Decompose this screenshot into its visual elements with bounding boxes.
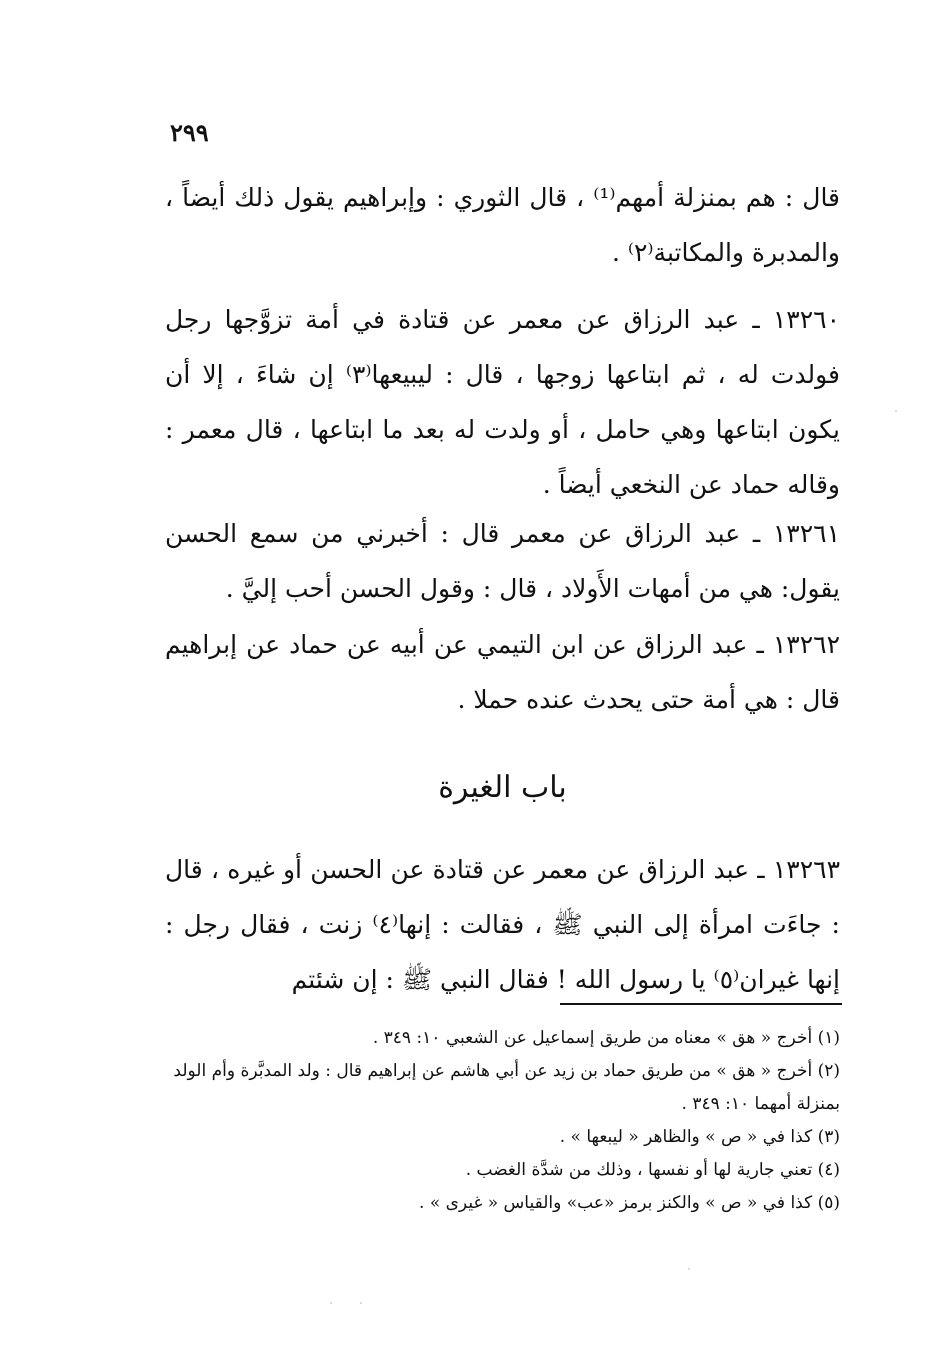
- hadith-13260: ١٣٢٦٠ ـ عبد الرزاق عن معمر عن قتادة في أمة تزوَّجها رجل فولدت له ، ثم ابتاعها زوجها ، قال : ليبيعها⁽٣⁾ إن شاءَ ، إلا أن يكون ابتاعها وهي حامل ، أو ولدت له بعد ما ابتاعها ، قال معمر : وقاله حماد عن النخعي أيضاً .: [165, 305, 840, 499]
- footnote-1: (١) أخرج « هق » معناه من طريق إسماعيل عن الشعبي ١٠: ٣٤٩ .: [372, 1028, 840, 1048]
- page-number: ٢٩٩: [170, 118, 209, 147]
- footnotes: [165, 1022, 840, 1220]
- scan-speck: [330, 1302, 332, 1304]
- paragraph-intro: قال : هم بمنزلة أمهم⁽¹⁾ ، قال الثوري : وإبراهيم يقول ذلك أيضاً ، والمدبرة والمكاتبة⁽٢⁾ .: [165, 183, 841, 267]
- hadith-13263: ١٣٢٦٣ ـ عبد الرزاق عن معمر عن قتادة عن الحسن أو غيره ، قال : جاءَت امرأة إلى النبي ﷺ ، فقالت : إنها⁽٤⁾ زنت ، فقال رجل : إنها غيران⁽٥⁾ يا رسول الله ! فقال النبي ﷺ : إن شئتم: [165, 855, 840, 994]
- scan-speck: [895, 410, 897, 412]
- footnote-5: (٥) كذا في « ص » والكنز برمز «عب» والقياس « غيرى » .: [419, 1193, 840, 1213]
- footnote-4: (٤) تعني جارية لها أو نفسها ، وذلك من شدَّة الغضب .: [465, 1160, 840, 1180]
- scan-speck: [688, 1268, 690, 1270]
- hadith-13262: ١٣٢٦٢ ـ عبد الرزاق عن ابن التيمي عن أبيه عن حماد عن إبراهيم قال : هي أمة حتى يحدث عنده حملا .: [165, 630, 840, 714]
- footnote-rule: [560, 1003, 842, 1005]
- footnote-3: (٣) كذا في « ص » والظاهر « ليبعها » .: [559, 1127, 840, 1147]
- chapter-heading: باب الغيرة: [438, 770, 567, 805]
- footnote-2: (٢) أخرج « هق » من طريق حماد بن زيد عن أبي هاشم عن إبراهيم قال : ولد المدبَّرة وأم الولد بمنزلة أمهما ١٠: ٣٤٩ .: [173, 1061, 840, 1114]
- hadith-13261: ١٣٢٦١ ـ عبد الرزاق عن معمر قال : أخبرني من سمع الحسن يقول: هي من أمهات الأَولاد ، قال : وقول الحسن أحب إليَّ .: [165, 519, 840, 603]
- scan-speck: [360, 1302, 362, 1304]
